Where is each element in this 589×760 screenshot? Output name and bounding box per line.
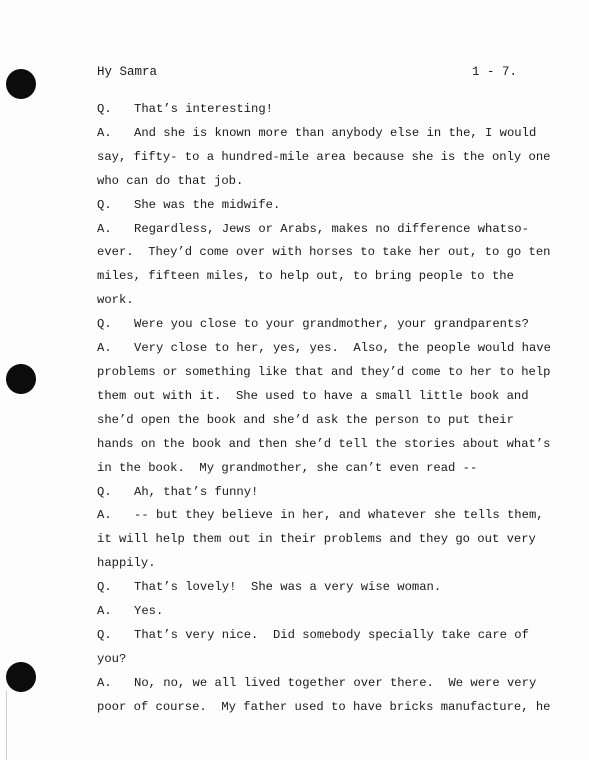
page-edge-mark xyxy=(6,690,7,760)
transcript-line: That’s interesting! xyxy=(134,102,273,116)
transcript-line: That’s lovely! She was a very wise woman. xyxy=(134,580,442,595)
transcript-line: ever. They’d come over with horses to take her out, to go ten xyxy=(97,245,551,260)
punch-hole xyxy=(6,662,36,692)
transcript-entry xyxy=(97,600,521,624)
transcript-line: hands on the book and then she’d tell the stories about what’s xyxy=(97,436,551,451)
transcript-entry xyxy=(97,504,544,576)
speaker-label: Q. xyxy=(97,580,112,595)
transcript-entry xyxy=(97,122,551,194)
page-header xyxy=(97,62,517,82)
speaker-label: A. xyxy=(97,125,112,140)
transcript-line: Were you close to your grandmother, your grandparents? xyxy=(134,317,529,332)
transcript-line: problems or something like that and they’d come to her to help xyxy=(97,364,551,379)
transcript-line: Yes. xyxy=(134,604,164,619)
transcript-line: Very close to her, yes, yes. Also, the people would have xyxy=(134,341,551,356)
transcript-entry xyxy=(97,481,521,505)
punch-hole xyxy=(6,69,36,99)
transcript-line: say, fifty- to a hundred-mile area because she is the only one xyxy=(97,149,551,164)
transcript-entry xyxy=(97,337,551,480)
transcript-line: No, no, we all lived together over there. We were very xyxy=(134,675,537,690)
transcript-line: Ah, that’s funny! xyxy=(134,484,259,499)
speaker-label: Q. xyxy=(97,317,112,332)
transcript-line: work. xyxy=(97,293,134,308)
transcript-line: in the book. My grandmother, she can’t even read -- xyxy=(97,460,478,475)
transcript-line: who can do that job. xyxy=(97,173,244,188)
transcript-line: poor of course. My father used to have bricks manufacture, he xyxy=(97,699,551,714)
punch-hole xyxy=(6,364,36,394)
transcript-entry xyxy=(97,218,551,314)
transcript-entry xyxy=(97,672,551,720)
transcript-entry xyxy=(97,576,521,600)
transcript-entry xyxy=(97,194,521,218)
speaker-label: A. xyxy=(97,341,112,356)
transcript-line: And she is known more than anybody else in the, I would xyxy=(134,125,537,140)
transcript-line: Regardless, Jews or Arabs, makes no difference whatso- xyxy=(134,221,529,236)
speaker-label: Q. xyxy=(97,484,112,499)
transcript-line: She was the midwife. xyxy=(134,197,281,212)
speaker-label: Q. xyxy=(97,102,112,116)
transcript-line: -- but they believe in her, and whatever she tells them, xyxy=(134,508,544,523)
speaker-label: Q. xyxy=(97,627,112,642)
speaker-label: A. xyxy=(97,221,112,236)
speaker-label: A. xyxy=(97,604,112,619)
transcript-line: them out with it. She used to have a small little book and xyxy=(97,388,529,403)
page-number: 1 - 7. xyxy=(471,65,517,79)
transcript-line: That’s very nice. Did somebody specially take care of xyxy=(134,627,529,642)
transcript-line: happily. xyxy=(97,556,156,571)
transcript-entry xyxy=(97,98,521,122)
transcript-entry xyxy=(97,313,529,337)
transcript-entry xyxy=(97,624,529,672)
speaker-label: A. xyxy=(97,508,112,523)
transcript-body xyxy=(97,98,551,720)
transcript-line: you? xyxy=(97,651,127,666)
transcript-line: she’d open the book and she’d ask the person to put their xyxy=(97,412,514,427)
transcript-line: it will help them out in their problems and they go out very xyxy=(97,532,536,547)
speaker-label: Q. xyxy=(97,197,112,212)
transcript-line: miles, fifteen miles, to help out, to bring people to the xyxy=(97,269,514,284)
speaker-label: A. xyxy=(97,675,112,690)
interviewee-name: Hy Samra xyxy=(97,65,158,79)
